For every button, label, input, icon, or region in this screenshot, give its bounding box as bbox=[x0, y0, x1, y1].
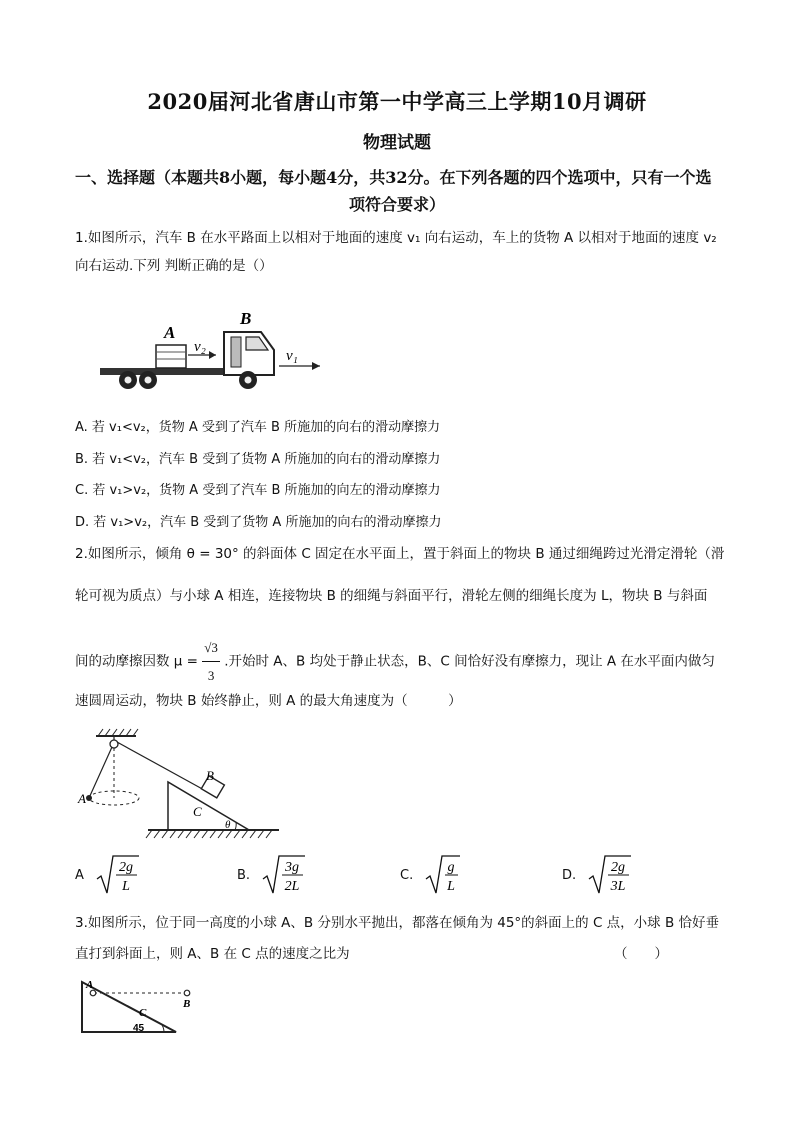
q2-stem-line3 bbox=[75, 634, 745, 689]
sqrt-icon bbox=[261, 853, 305, 897]
label-v1: v₁ bbox=[286, 348, 298, 364]
q3-stem-line2: 直打到斜面上，则 A、B 在 C 点的速度之比为 bbox=[75, 946, 350, 962]
q2-option-b bbox=[237, 853, 305, 897]
q2-option-b-num: 3g bbox=[285, 860, 300, 875]
q1-option-d: D. 若 v₁>v₂，汽车 B 受到了货物 A 所施加的向右的滑动摩擦力 bbox=[75, 515, 442, 530]
label-v2: v₂ bbox=[194, 339, 206, 355]
page-subtitle: 物理试题 bbox=[363, 133, 431, 153]
sqrt-icon bbox=[95, 853, 139, 897]
sqrt-icon bbox=[424, 853, 460, 897]
label-c: C bbox=[139, 1007, 147, 1019]
label-a: A bbox=[78, 791, 86, 806]
q2-option-d-num: 2g bbox=[611, 860, 626, 875]
label-a: A bbox=[86, 979, 94, 991]
q2-option-a-num: 2g bbox=[119, 860, 133, 875]
q2-mu-num: √3 bbox=[202, 634, 220, 662]
q2-mu-fraction bbox=[202, 634, 220, 689]
q2-option-a-den: L bbox=[122, 879, 130, 894]
q2-option-b-letter: B. bbox=[237, 867, 251, 883]
q2-option-d-letter: D. bbox=[562, 867, 577, 883]
ball-a bbox=[90, 990, 96, 996]
label-45: 45 bbox=[133, 1023, 145, 1034]
q2-option-d-den: 3L bbox=[610, 879, 626, 894]
label-theta: θ bbox=[225, 819, 231, 831]
q3-incline-figure bbox=[76, 976, 206, 1038]
q2-option-c-num: g bbox=[447, 860, 455, 875]
ball-a bbox=[86, 795, 92, 801]
page-title: 2020届河北省唐山市第一中学高三上学期10月调研 bbox=[147, 89, 647, 114]
q1-option-c: C. 若 v₁>v₂，货物 A 受到了汽车 B 所施加的向左的滑动摩擦力 bbox=[75, 483, 441, 498]
q2-option-c-den: L bbox=[447, 879, 456, 894]
section-heading-line2: 项符合要求） bbox=[348, 195, 445, 214]
sqrt-icon bbox=[587, 853, 631, 897]
q2-option-a bbox=[75, 853, 139, 897]
q2-mu-suffix: .开始时 A、B 均处于静止状态，B、C 间恰好没有摩擦力，现让 A 在水平面内做匀 bbox=[224, 653, 715, 670]
label-b: B bbox=[206, 768, 214, 783]
q2-option-b-den: 2L bbox=[284, 879, 300, 894]
q2-incline-figure bbox=[74, 726, 284, 844]
q2-option-c bbox=[400, 853, 460, 897]
pulley-icon bbox=[110, 740, 118, 748]
label-a: A bbox=[164, 323, 176, 342]
q2-mu-prefix: 间的动摩擦因数 μ = bbox=[75, 653, 198, 670]
label-c: C bbox=[193, 804, 202, 819]
q2-mu-den: 3 bbox=[207, 668, 215, 683]
truck-bed bbox=[100, 368, 224, 375]
q1-stem-line2: 向右运动.下列 判断正确的是（） bbox=[75, 258, 273, 274]
q1-option-a: A. 若 v₁<v₂，货物 A 受到了汽车 B 所施加的向右的滑动摩擦力 bbox=[75, 420, 441, 435]
ball-b bbox=[184, 990, 190, 996]
incline-45 bbox=[82, 982, 176, 1032]
q2-stem-line1: 2.如图所示，倾角 θ = 30° 的斜面体 C 固定在水平面上，置于斜面上的物块 B 通过细绳跨过光滑定滑轮（滑 bbox=[75, 546, 725, 562]
label-b: B bbox=[240, 309, 252, 328]
q1-option-b: B. 若 v₁<v₂，汽车 B 受到了货物 A 所施加的向右的滑动摩擦力 bbox=[75, 452, 441, 467]
q2-option-c-letter: C. bbox=[400, 867, 414, 883]
q1-truck-figure bbox=[96, 302, 326, 394]
q1-stem-line1: 1.如图所示，汽车 B 在水平路面上以相对于地面的速度 v₁ 向右运动，车上的货物 A 以相对于地面的速度 v₂ bbox=[75, 230, 717, 246]
q2-stem-line4: 速圆周运动，物块 B 始终静止，则 A 的最大角速度为（ ） bbox=[75, 693, 462, 709]
section-heading-line1: 一、选择题（本题共8小题，每小题4分，共32分。在下列各题的四个选项中，只有一个选 bbox=[75, 168, 712, 187]
q2-stem-line2: 轮可视为质点）与小球 A 相连，连接物块 B 的细绳与斜面平行，滑轮左侧的细绳长度为 L，物块 B 与斜面 bbox=[75, 588, 708, 604]
label-b: B bbox=[183, 998, 191, 1010]
q3-answer-paren: （ ） bbox=[614, 946, 668, 962]
q2-option-a-letter: A bbox=[75, 867, 84, 883]
q2-option-d bbox=[562, 853, 631, 897]
cargo-box bbox=[156, 345, 186, 368]
q3-stem-line1: 3.如图所示，位于同一高度的小球 A、B 分别水平抛出，都落在倾角为 45°的斜面上的 C 点，小球 B 恰好垂 bbox=[75, 915, 720, 931]
